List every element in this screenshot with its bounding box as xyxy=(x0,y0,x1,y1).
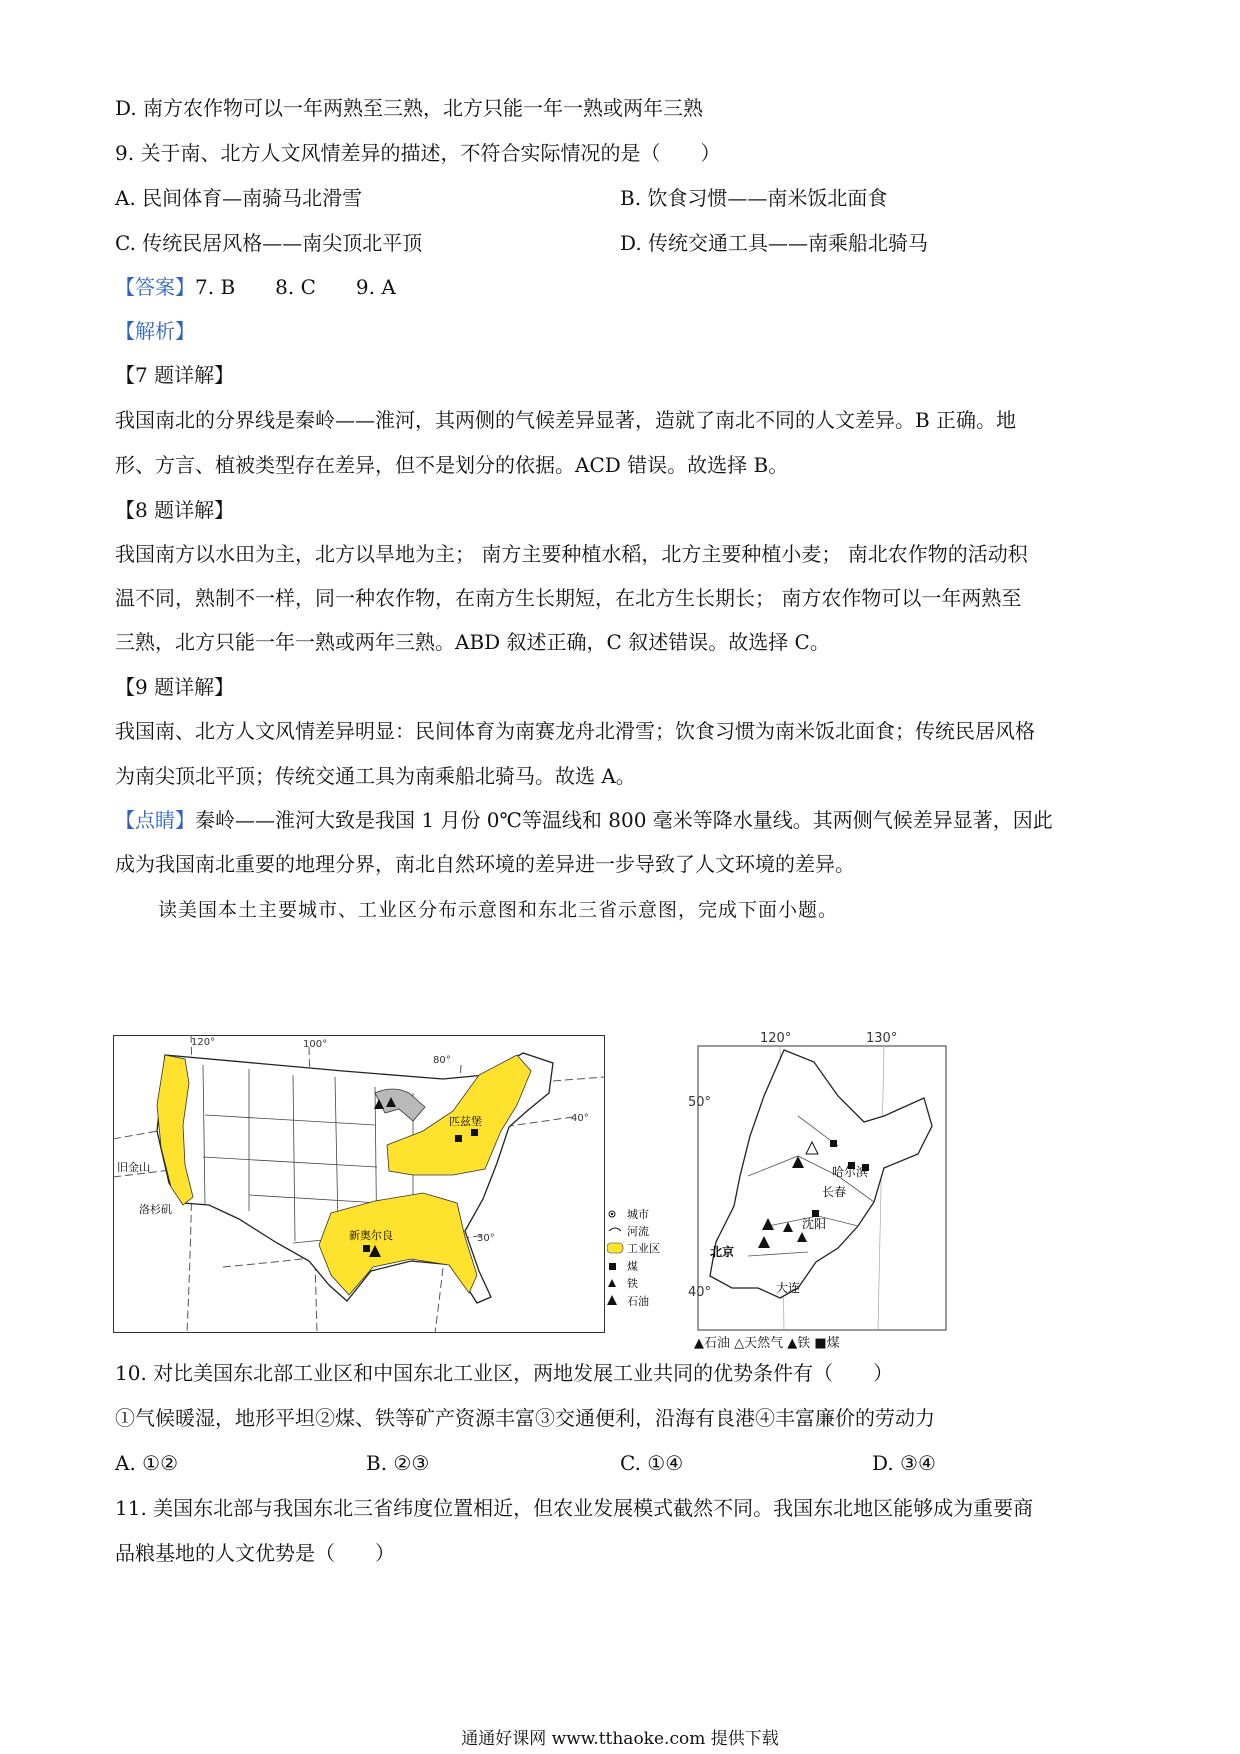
intro-text: 读美国本土主要城市、工业区分布示意图和东北三省示意图，完成下面小题。 xyxy=(158,899,839,921)
q9-option-d: D. 传统交通工具——南乘船北骑马 xyxy=(620,231,929,255)
detail8-line3: 三熟，北方只能一年一熟或两年三熟。ABD 叙述正确，C 叙述错误。故选择 C。 xyxy=(115,630,830,654)
detail9-line1: 我国南、北方人文风情差异明显：民间体育为南赛龙舟北滑雪；饮食习惯为南米饭北面食；传统民居风格 xyxy=(115,719,1035,743)
answer-label: 【答案】 xyxy=(115,275,195,299)
city-dalian: 大连 xyxy=(776,1281,801,1295)
ne-lon-130: 130° xyxy=(866,1031,898,1046)
legend-oil: 石油 xyxy=(627,1295,649,1308)
legend-iron: 铁 xyxy=(627,1277,638,1290)
legend-river: 河流 xyxy=(627,1225,649,1238)
q8-option-d: D. 南方农作物可以一年两熟至三熟，北方只能一年一熟或两年三熟 xyxy=(115,96,704,120)
city-pittsburgh: 匹兹堡 xyxy=(449,1115,482,1128)
tip-label: 【点睛】 xyxy=(115,808,195,832)
footer: 通通好课网 www.tthaoke.com 提供下载 xyxy=(461,1729,779,1749)
ne-map-legend: ▲石油 △天然气 ▲铁 ■煤 xyxy=(694,1336,840,1351)
q10-stem: 10. 对比美国东北部工业区和中国东北工业区，两地发展工业共同的优势条件有（ ） xyxy=(115,1361,894,1385)
us-lon-120: 120° xyxy=(191,1037,216,1048)
city-new-orleans: 新奥尔良 xyxy=(349,1229,393,1242)
us-lat-40: 40° xyxy=(571,1113,589,1124)
city-shenyang: 沈阳 xyxy=(802,1217,827,1231)
legend-industrial: 工业区 xyxy=(627,1242,660,1255)
q10-option-b: B. ②③ xyxy=(366,1451,430,1475)
tip-text: 秦岭——淮河大致是我国 1 月份 0℃等温线和 800 毫米等降水量线。其两侧气候差异显著，因此 xyxy=(195,808,1053,832)
city-harbin: 哈尔滨 xyxy=(832,1165,869,1179)
tip-line2: 成为我国南北重要的地理分界，南北自然环境的差异进一步导致了人文环境的差异。 xyxy=(115,852,855,876)
q9-option-a: A. 民间体育—南骑马北滑雪 xyxy=(115,186,363,210)
legend-coal: 煤 xyxy=(627,1260,638,1273)
answer-text: 7. B 8. C 9. A xyxy=(195,275,396,299)
q9-stem: 9. 关于南、北方人文风情差异的描述，不符合实际情况的是（ ） xyxy=(115,141,721,165)
ne-lat-50: 50° xyxy=(688,1095,712,1110)
detail8-line2: 温不同，熟制不一样，同一种农作物，在南方生长期短，在北方生长期长； 南方农作物可以一年两熟至 xyxy=(115,586,1022,610)
detail9-line2: 为南尖顶北平顶；传统交通工具为南乘船北骑马。故选 A。 xyxy=(115,764,636,788)
ne-lon-120: 120° xyxy=(760,1031,792,1046)
q10-option-d: D. ③④ xyxy=(872,1451,936,1475)
ne-lat-40: 40° xyxy=(688,1285,712,1300)
detail8-line1: 我国南方以水田为主，北方以旱地为主； 南方主要种植水稻，北方主要种植小麦； 南北农作物的活动积 xyxy=(115,542,1028,566)
analysis-label: 【解析】 xyxy=(115,319,195,343)
answer-line xyxy=(115,274,396,300)
us-lon-100: 100° xyxy=(303,1039,328,1050)
city-beijing: 北京 xyxy=(710,1245,735,1259)
q10-option-c: C. ①④ xyxy=(620,1451,684,1475)
detail7-line1: 我国南北的分界线是秦岭——淮河，其两侧的气候差异显著，造就了南北不同的人文差异。B 正确。地 xyxy=(115,408,1017,432)
us-lon-80: 80° xyxy=(433,1055,451,1066)
northeast-china-map xyxy=(688,1026,950,1334)
tip-line1 xyxy=(115,807,1053,833)
legend-city: 城市 xyxy=(627,1208,649,1221)
city-los-angeles: 洛杉矶 xyxy=(139,1203,172,1216)
detail8-title: 【8 题详解】 xyxy=(115,498,235,522)
q11-line1: 11. 美国东北部与我国东北三省纬度位置相近，但农业发展模式截然不同。我国东北地区能够成为重要商 xyxy=(115,1496,1034,1520)
q10-choices: ①气候暖湿，地形平坦②煤、铁等矿产资源丰富③交通便利，沿海有良港④丰富廉价的劳动力 xyxy=(115,1406,935,1430)
q10-option-a: A. ①② xyxy=(115,1451,179,1475)
q9-option-b: B. 饮食习惯——南米饭北面食 xyxy=(620,186,888,210)
city-changchun: 长春 xyxy=(822,1185,847,1199)
detail7-title: 【7 题详解】 xyxy=(115,363,235,387)
city-san-francisco: 旧金山 xyxy=(117,1161,150,1174)
us-lat-30: 30° xyxy=(477,1233,495,1244)
us-map xyxy=(113,1035,605,1333)
q11-line2: 品粮基地的人文优势是（ ） xyxy=(115,1541,395,1565)
q9-option-c: C. 传统民居风格——南尖顶北平顶 xyxy=(115,231,423,255)
detail9-title: 【9 题详解】 xyxy=(115,675,235,699)
us-map-legend xyxy=(607,1205,675,1333)
detail7-line2: 形、方言、植被类型存在差异，但不是划分的依据。ACD 错误。故选择 B。 xyxy=(115,453,789,477)
